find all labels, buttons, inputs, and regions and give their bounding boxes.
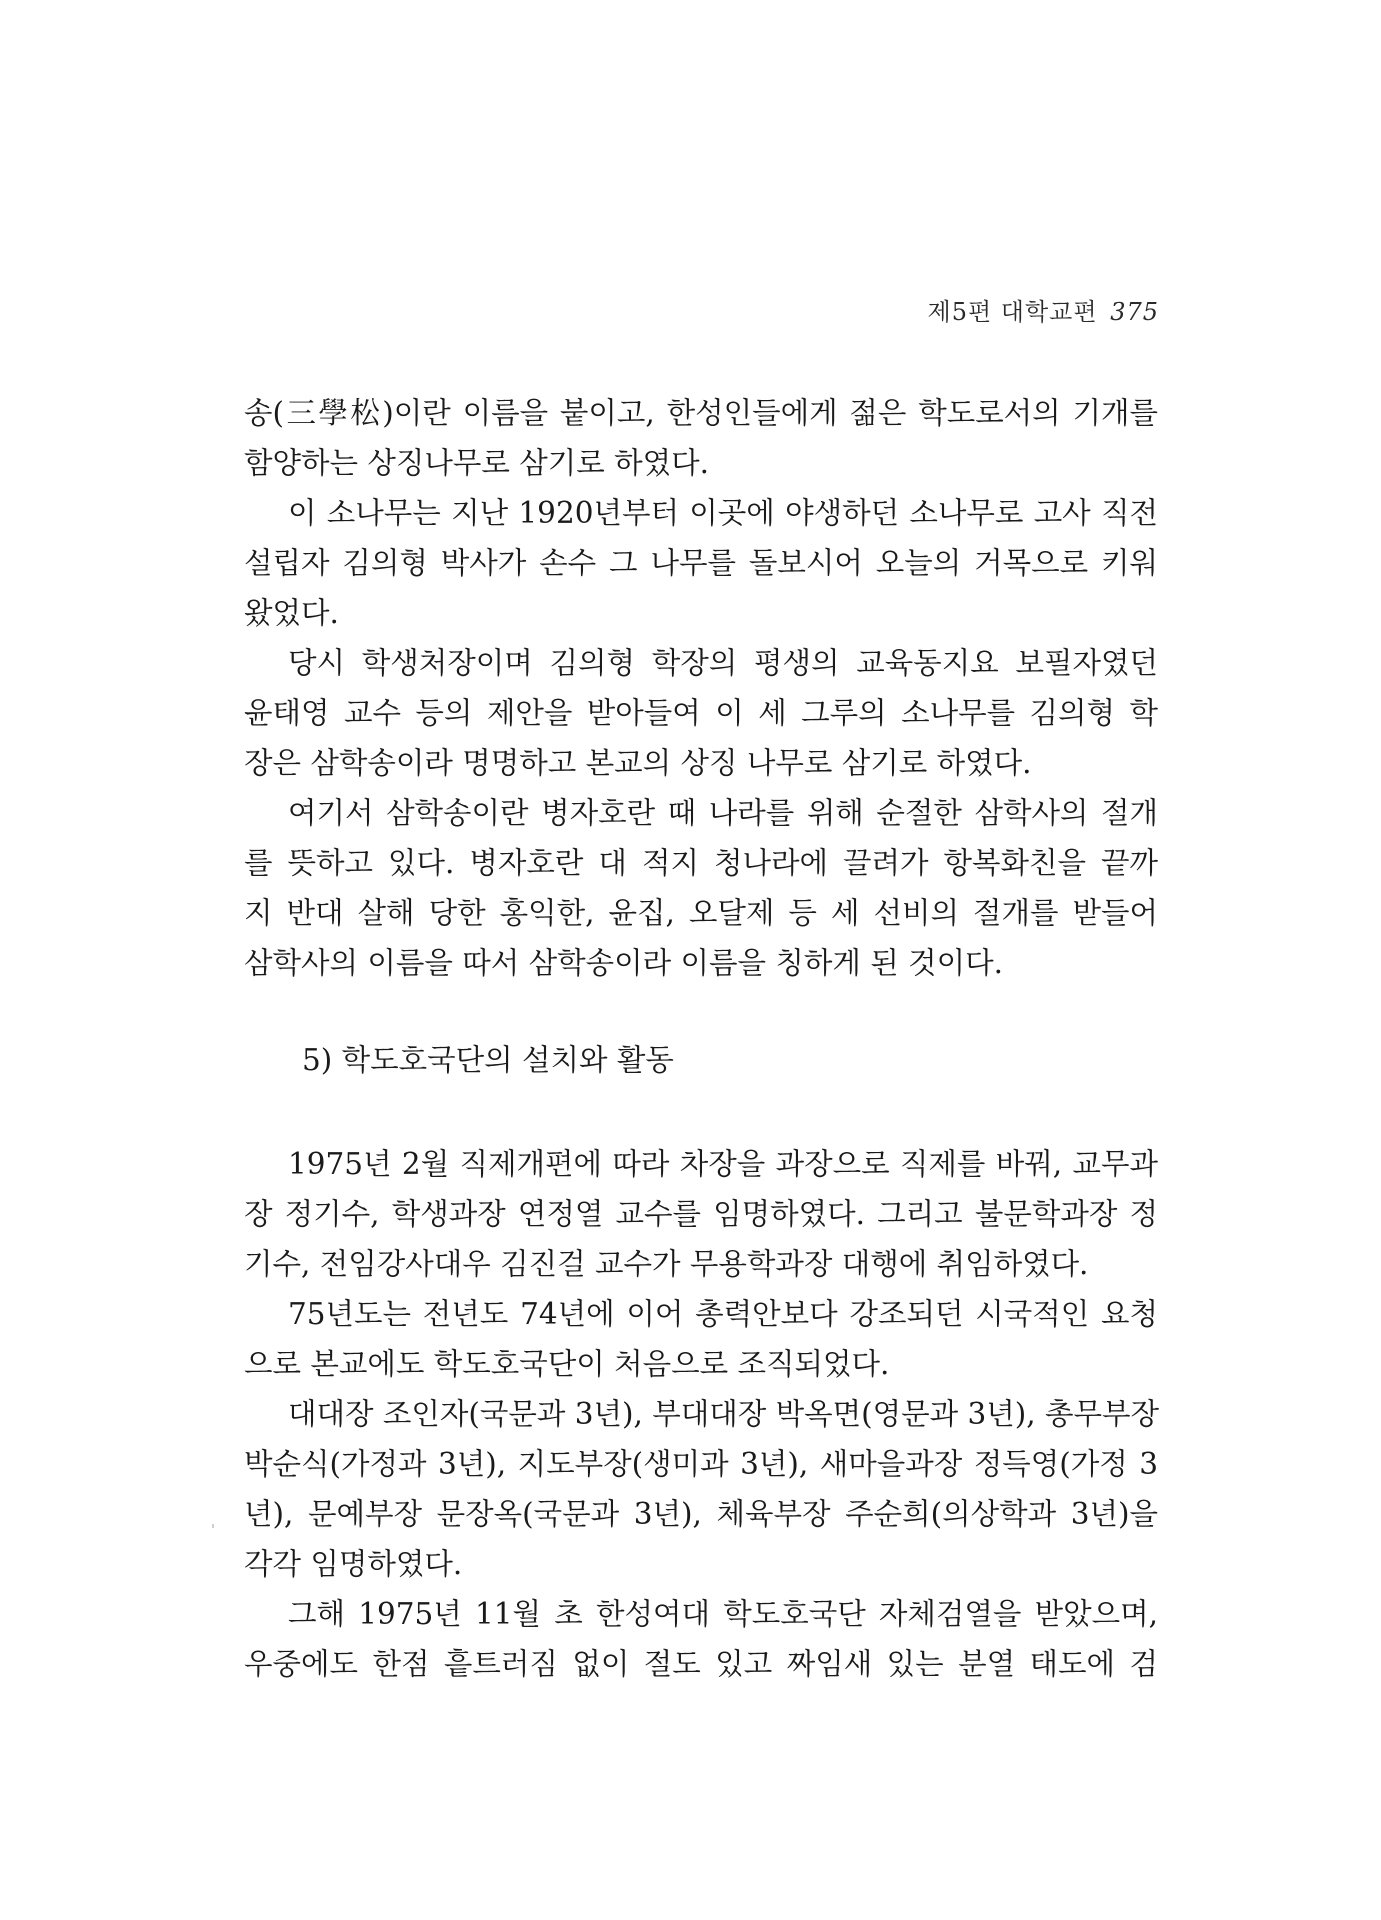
scan-speck (212, 1524, 214, 1528)
text-line: 왔었다. (244, 596, 339, 630)
text-line: 윤태영 교수 등의 제안을 받아들여 이 세 그루의 소나무를 김의형 학 (244, 696, 1158, 730)
text-line: 를 뜻하고 있다. 병자호란 대 적지 청나라에 끌려가 항복화친을 끝까 (244, 846, 1158, 880)
text-line: 대대장 조인자(국문과 3년), 부대대장 박옥면(영문과 3년), 총무부장 (288, 1397, 1160, 1431)
section-heading: 5) 학도호국단의 설치와 활동 (302, 1043, 674, 1077)
text-line: 그해 1975년 11월 초 한성여대 학도호국단 자체검열을 받았으며, (288, 1597, 1158, 1631)
text-line: 송(三學松)이란 이름을 붙이고, 한성인들에게 젊은 학도로서의 기개를 (244, 396, 1158, 430)
text-line: 설립자 김의형 박사가 손수 그 나무를 돌보시어 오늘의 거목으로 키워 (244, 546, 1158, 580)
text-line: 기수, 전임강사대우 김진걸 교수가 무용학과장 대행에 취임하였다. (244, 1247, 1089, 1281)
text-line: 장은 삼학송이라 명명하고 본교의 상징 나무로 삼기로 하였다. (244, 746, 1032, 780)
text-line: 75년도는 전년도 74년에 이어 총력안보다 강조되던 시국적인 요청 (288, 1297, 1158, 1331)
text-line: 이 소나무는 지난 1920년부터 이곳에 야생하던 소나무로 고사 직전 (288, 496, 1158, 530)
text-line: 1975년 2월 직제개편에 따라 차장을 과장으로 직제를 바꿔, 교무과 (288, 1147, 1158, 1181)
text-line: 삼학사의 이름을 따서 삼학송이라 이름을 칭하게 된 것이다. (244, 946, 1003, 980)
text-line: 박순식(가정과 3년), 지도부장(생미과 3년), 새마을과장 정득영(가정 3 (244, 1447, 1158, 1481)
text-line: 장 정기수, 학생과장 연정열 교수를 임명하였다. 그리고 불문학과장 정 (244, 1197, 1158, 1231)
page-number: 375 (1110, 298, 1159, 326)
text-line: 지 반대 살해 당한 홍익한, 윤집, 오달제 등 세 선비의 절개를 받들어 (244, 896, 1158, 930)
text-line: 각각 임명하였다. (244, 1547, 463, 1581)
text-line: 여기서 삼학송이란 병자호란 때 나라를 위해 순절한 삼학사의 절개 (288, 796, 1158, 830)
text-line: 우중에도 한점 흩트러짐 없이 절도 있고 짜임새 있는 분열 태도에 검 (244, 1647, 1158, 1681)
body-text (244, 388, 1158, 1689)
text-line: 함양하는 상징나무로 삼기로 하였다. (244, 446, 709, 480)
text-line: 년), 문예부장 문장옥(국문과 3년), 체육부장 주순희(의상학과 3년)을 (244, 1497, 1158, 1531)
text-line: 당시 학생처장이며 김의형 학장의 평생의 교육동지요 보필자였던 (288, 646, 1158, 680)
header-section-title: 제5편 대학교편 (927, 298, 1098, 326)
text-line: 으로 본교에도 학도호국단이 처음으로 조직되었다. (244, 1347, 890, 1381)
running-header (928, 292, 1159, 327)
